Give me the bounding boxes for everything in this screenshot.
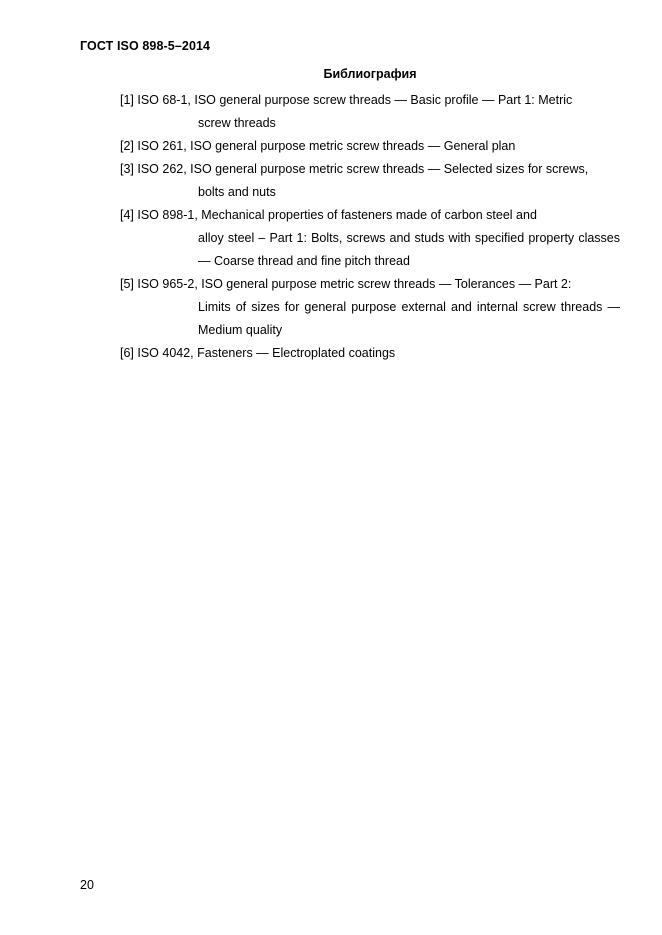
reference-6-text: [6] ISO 4042, Fasteners — Electroplated coatings [120, 346, 396, 360]
reference-1-text: [1] ISO 68-1, ISO general purpose screw threads — Basic profile — Part 1: Metric [120, 93, 573, 107]
bibliography-title: Библиография [323, 67, 417, 81]
reference-5-continuation: Limits of sizes for general purpose external and internal screw threads — Medium quality [198, 300, 620, 337]
reference-item-5 [120, 273, 620, 342]
reference-item-3 [120, 158, 620, 204]
page-number: 20 [80, 878, 94, 892]
reference-4-text: [4] ISO 898-1, Mechanical properties of fasteners made of carbon steel and [120, 208, 537, 222]
reference-4-continuation: alloy steel – Part 1: Bolts, screws and studs with specified property classes — Coarse thread and fine pitch thread [198, 231, 620, 268]
reference-3-text: [3] ISO 262, ISO general purpose metric screw threads — Selected sizes for screws, [120, 162, 589, 176]
reference-item-1 [120, 89, 620, 135]
reference-item-2 [120, 135, 620, 158]
reference-5-text: [5] ISO 965-2, ISO general purpose metric screw threads — Tolerances — Part 2: [120, 277, 572, 291]
reference-item-4 [120, 204, 620, 273]
reference-1-continuation: screw threads [198, 116, 276, 130]
reference-list [120, 89, 620, 365]
reference-2-text: [2] ISO 261, ISO general purpose metric screw threads — General plan [120, 139, 516, 153]
reference-item-6 [120, 342, 620, 365]
document-header: ГОСТ ISO 898-5–2014 [80, 39, 211, 53]
reference-3-continuation: bolts and nuts [198, 185, 276, 199]
